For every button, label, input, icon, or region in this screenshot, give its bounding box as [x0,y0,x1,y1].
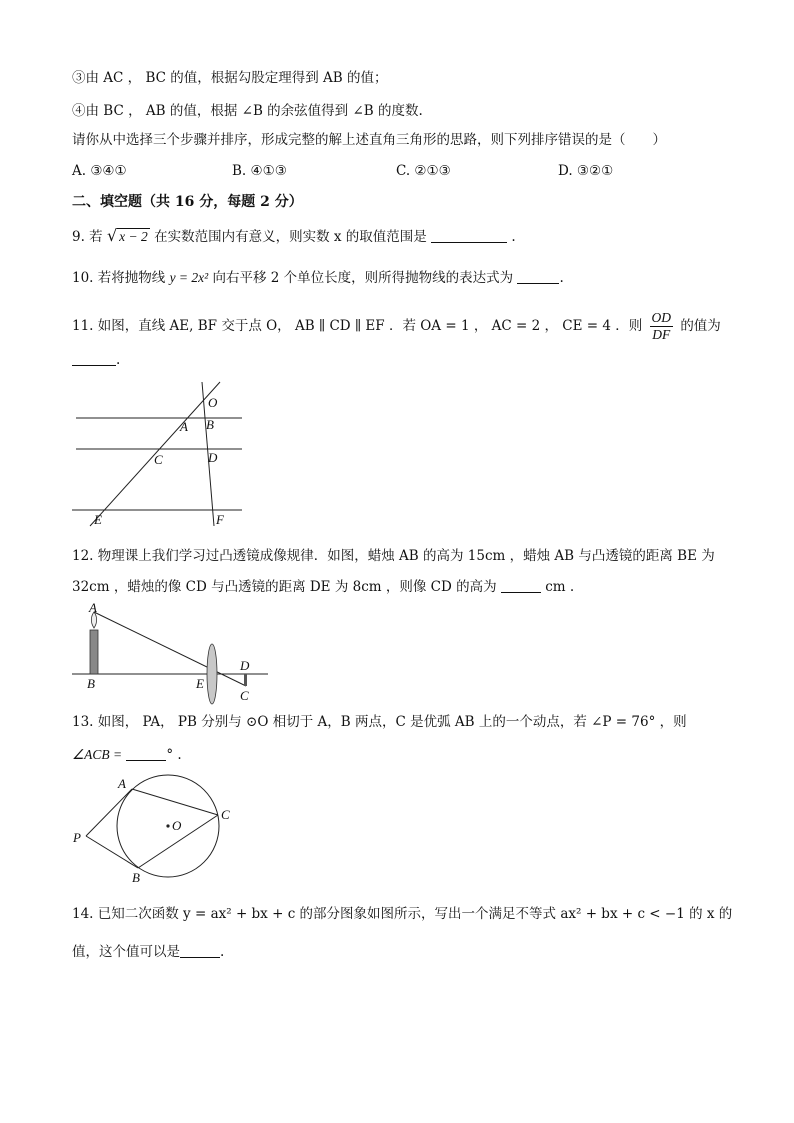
fig12-label-e: E [196,676,204,691]
q14-line1: 14. 已知二次函数 y = ax² + bx + c 的部分图象如图所示，写出一个满足不等式 ax² + bx + c < −1 的 x 的 [72,906,733,922]
q9-end: . [511,229,516,245]
fig13-label-c: C [221,807,230,822]
q14-answer-blank[interactable] [180,943,220,958]
q9 [72,226,516,247]
q11-figure [68,376,248,531]
fig11-label-f: F [216,512,224,527]
q9-answer-blank[interactable] [431,228,507,243]
q10-pre: 10. 若将抛物线 [72,270,170,286]
fig11-label-e: E [94,512,102,527]
q12-line1: 12. 物理课上我们学习过凸透镜成像规律．如图，蜡烛 AB 的高为 15cm ，蜡烛 AB 与凸透镜的距离 BE 为 [72,548,715,564]
q9-post: 在实数范围内有意义，则实数 x 的取值范围是 [154,229,427,245]
q10-answer-blank[interactable] [517,269,559,284]
q11 [72,310,721,343]
q8-option-b: B. ④①③ [232,163,287,179]
q13-line2 [72,745,182,765]
q14-line2-pre: 值，这个值可以是 [72,944,180,960]
fig11-label-o: O [208,395,218,410]
q14-line2-post: . [220,944,225,960]
q10 [72,268,564,288]
q12-line2-pre: 32cm ，蜡烛的像 CD 与凸透镜的距离 DE 为 8cm ，则像 CD 的高为 [72,579,497,595]
q13-line1: 13. 如图， PA， PB 分别与 ⊙O 相切于 A，B 两点，C 是优弧 AB 上的一个动点，若 ∠P = 76° ，则 [72,714,687,730]
fig12-label-a: A [89,600,97,615]
q8-option-c: C. ②①③ [396,163,451,179]
fig11-label-c: C [154,452,163,467]
q13-line2-pre: ∠ACB = [72,747,123,762]
fig12-label-d: D [240,658,250,673]
q13-answer-blank[interactable] [126,746,166,761]
q9-radicand: x − 2 [119,229,148,244]
q8-prompt: 请你从中选择三个步骤并排序，形成完整的解上述直角三角形的思路，则下列排序错误的是（ ） [72,132,666,148]
q10-formula: y = 2x² [169,270,209,285]
q8-option-a: A. ③④① [72,163,127,179]
q10-end: . [559,270,564,286]
q11-frac-den: DF [652,327,671,342]
q11-line2 [72,350,120,370]
image-candle-icon [244,674,247,686]
candle-icon [90,630,98,674]
q8-step4: ④由 BC ， AB 的值，根据 ∠B 的余弦值得到 ∠B 的度数. [72,103,423,119]
q11-fraction [650,310,674,343]
fig11-label-a: A [180,419,188,434]
lens-icon [207,644,217,704]
fig13-label-o: O [172,818,182,833]
q13-figure [70,770,245,885]
q11-answer-blank[interactable] [72,351,116,366]
q11-post: 的值为 [680,318,721,334]
q10-post: 向右平移 2 个单位长度，则所得抛物线的表达式为 [208,270,514,286]
fig12-label-b: B [87,676,95,691]
q8-step3: ③由 AC ， BC 的值，根据勾股定理得到 AB 的值； [72,70,388,86]
fig12-label-c: C [240,688,249,703]
q11-frac-num: OD [651,310,672,325]
sqrt-sign-icon: √ [106,226,118,245]
q8-option-d: D. ③②① [558,163,614,179]
fig13-label-b: B [132,870,140,885]
fig13-label-a: A [118,776,126,791]
q12-figure [72,600,272,704]
section-heading: 二、填空题（共 16 分，每题 2 分） [72,194,303,210]
q11-end: . [116,352,121,368]
fig11-label-b: B [206,417,214,432]
fig13-label-p: P [73,830,81,845]
q14-line2 [72,942,224,962]
q11-pre: 11. 如图，直线 AE, BF 交于点 O， AB ∥ CD ∥ EF ．若 OA = 1 ， AC = 2 ， CE = 4 ．则 [72,318,643,334]
q12-line2-post: cm . [545,579,575,595]
q12-answer-blank[interactable] [501,578,541,593]
q13-line2-post: ° . [166,747,182,763]
q12-line2 [72,577,574,597]
q9-pre: 9. 若 [72,229,103,245]
fig11-label-d: D [208,450,218,465]
